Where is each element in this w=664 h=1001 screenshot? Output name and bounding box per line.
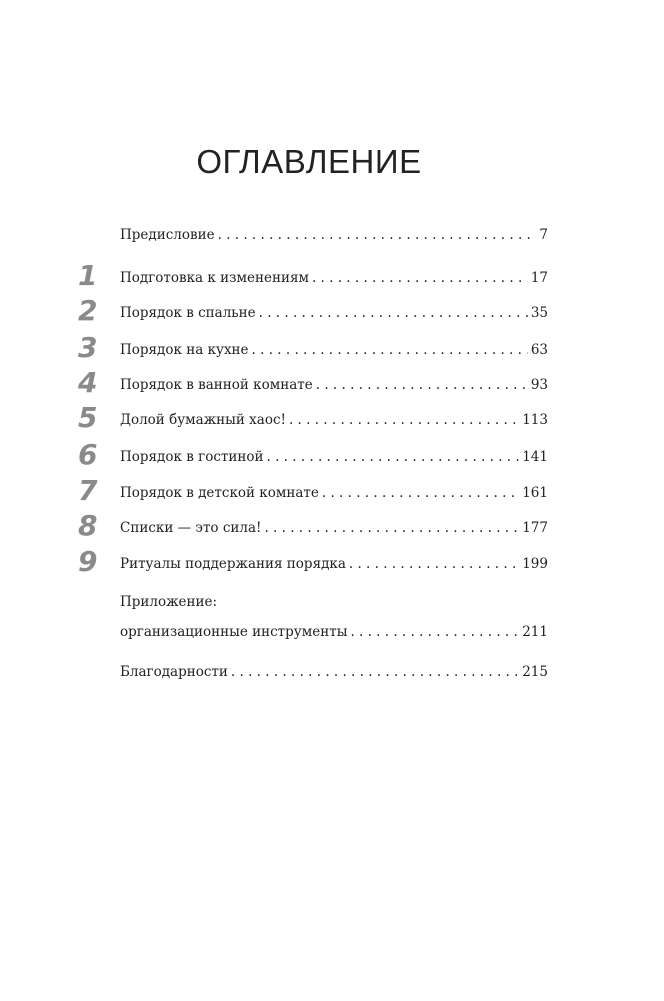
chapter-number-2: 2	[78, 294, 98, 327]
entry-page: 177	[522, 520, 548, 536]
entry-page: 141	[522, 449, 548, 465]
entry-page: 63	[530, 342, 548, 358]
entry-page: 35	[530, 305, 548, 321]
entry-label: Порядок в гостиной	[120, 449, 264, 465]
entry-label: организационные инструменты	[120, 624, 348, 640]
chapter-number-6: 6	[78, 438, 98, 471]
appendix-label-line1: Приложение:	[120, 594, 218, 610]
entry-label: Ритуалы поддержания порядка	[120, 556, 346, 572]
toc-entry-chapter-5[interactable]	[120, 411, 548, 429]
chapter-number-4: 4	[78, 366, 98, 399]
entry-label: Порядок на кухне	[120, 342, 249, 358]
dot-leader	[266, 448, 519, 466]
toc-entry-chapter-7[interactable]	[120, 484, 548, 502]
toc-entry-chapter-1[interactable]	[120, 269, 548, 287]
entry-label: Долой бумажный хаос!	[120, 412, 286, 428]
toc-entry-chapter-6[interactable]	[120, 448, 548, 466]
entry-page: 211	[522, 624, 548, 640]
entry-page: 7	[539, 227, 548, 243]
toc-entry-acknowledgements[interactable]	[120, 663, 548, 681]
entry-label: Списки — это сила!	[120, 520, 262, 536]
toc-entry-preface[interactable]	[120, 226, 548, 244]
dot-leader	[322, 484, 519, 502]
dot-leader	[259, 304, 528, 322]
chapter-number-7: 7	[78, 474, 98, 507]
toc-entry-chapter-2[interactable]	[120, 304, 548, 322]
dot-leader	[316, 376, 528, 394]
dot-leader	[289, 411, 519, 429]
entry-page: 93	[530, 377, 548, 393]
entry-label: Порядок в спальне	[120, 305, 256, 321]
dot-leader	[312, 269, 528, 287]
dot-leader	[231, 663, 519, 681]
entry-label: Предисловие	[120, 227, 215, 243]
dot-leader	[350, 623, 519, 641]
dot-leader	[218, 226, 537, 244]
toc-entry-appendix[interactable]	[120, 623, 548, 641]
chapter-number-8: 8	[78, 509, 98, 542]
page-title: ОГЛАВЛЕНИЕ	[196, 143, 422, 180]
entry-label: Порядок в ванной комнате	[120, 377, 313, 393]
entry-label: Порядок в детской комнате	[120, 485, 319, 501]
toc-entry-chapter-3[interactable]	[120, 341, 548, 359]
dot-leader	[252, 341, 528, 359]
entry-page: 113	[522, 412, 548, 428]
chapter-number-5: 5	[78, 401, 98, 434]
dot-leader	[264, 519, 519, 537]
chapter-number-3: 3	[78, 331, 98, 364]
entry-page: 161	[522, 485, 548, 501]
toc-entry-chapter-9[interactable]	[120, 555, 548, 573]
entry-page: 199	[522, 556, 548, 572]
entry-page: 215	[522, 664, 548, 680]
chapter-number-9: 9	[78, 545, 98, 578]
toc-entry-chapter-8[interactable]	[120, 519, 548, 537]
chapter-number-1: 1	[78, 259, 98, 292]
toc-entry-chapter-4[interactable]	[120, 376, 548, 394]
entry-label: Благодарности	[120, 664, 228, 680]
entry-label: Подготовка к изменениям	[120, 270, 309, 286]
entry-page: 17	[530, 270, 548, 286]
dot-leader	[349, 555, 519, 573]
